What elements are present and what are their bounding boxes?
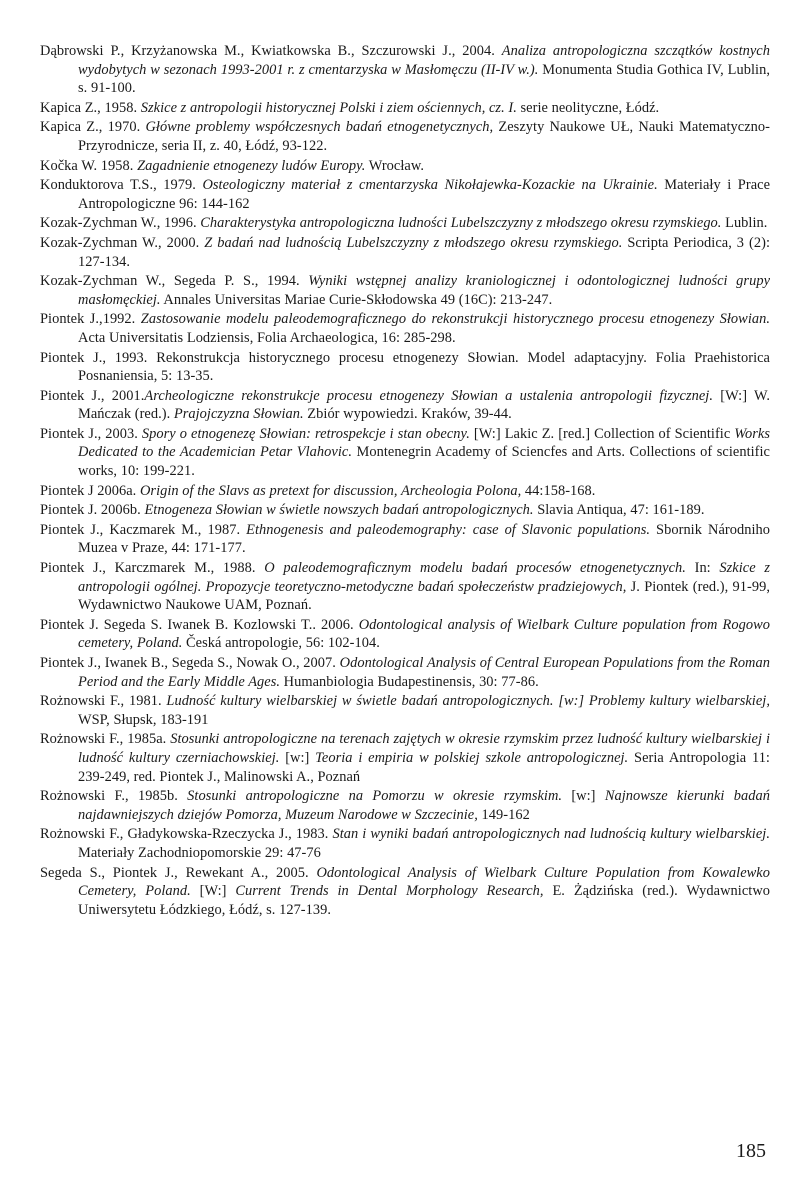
reference-entry [40, 387, 770, 424]
reference-text: [w:] [562, 788, 605, 805]
reference-entry [40, 176, 770, 213]
reference-title: Odontological Analysis of Central European Populations from the Roman Period and the Early Middle Ages. [78, 655, 770, 690]
reference-text: Slavia Antiqua, 47: 161-189. [533, 502, 705, 519]
reference-text: E. Żądzińska (red.). Wydawnictwo Uniwersytetu Łódzkiego, Łódź, s. 127-139. [78, 883, 771, 918]
reference-entry [40, 787, 770, 824]
reference-text: Monumenta Studia Gothica IV, Lublin, s. 91-100. [78, 61, 770, 97]
reference-entry [40, 272, 770, 309]
reference-entry [40, 501, 770, 520]
reference-text: Seria Antropologia 11: 239-249, red. Piontek J., Malinowski A., Poznań [78, 749, 770, 785]
reference-text: Česká antropologie, 56: 102-104. [182, 635, 380, 652]
reference-text: 44:158-168. [521, 482, 596, 499]
reference-title: Najnowsze kierunki badań najdawniejszych dziejów Pomorza, Muzeum Narodowe w Szczecinie, [78, 788, 770, 823]
reference-list [40, 42, 770, 920]
page-number: 185 [736, 1140, 766, 1162]
reference-text: Montenegrin Academy of Sciencfes and Arts. Collections of scientific works, 10: 199-221. [78, 444, 770, 480]
reference-title: Z badań nad ludnością Lubelszczyzny z młodszego okresu rzymskiego. [204, 234, 623, 251]
reference-title: Current Trends in Dental Morphology Research, [235, 883, 544, 900]
reference-title: Odontological analysis of Wielbark Culture population from Rogowo cemetery, Poland. [78, 616, 770, 652]
reference-entry [40, 654, 770, 691]
reference-text: Piontek J. Segeda S. Iwanek B. Kozlowski T.. 2006. [40, 616, 359, 633]
reference-entry [40, 234, 770, 271]
reference-text: Piontek J. 2006b. [40, 502, 145, 519]
reference-entry [40, 214, 770, 233]
reference-entry [40, 692, 770, 729]
reference-text: Zeszyty Naukowe UŁ, Nauki Matematyczno-Przyrodnicze, seria II, z. 40, Łódź, 93-122. [78, 119, 770, 154]
reference-title: Osteologiczny materiał z cmentarzyska Nikołajewka-Kozackie na Ukrainie. [202, 177, 658, 194]
reference-text: Kapica Z., 1958. [40, 99, 141, 116]
reference-title: Stan i wyniki badań antropologicznych nad ludnością kultury wielbarskiej. [332, 826, 770, 843]
reference-title: Zastosowanie modelu paleodemograficznego do rekonstrukcji historycznego procesu etnogenezy Słowian. [140, 311, 771, 328]
reference-title: Ethnogenesis and paleodemography: case of Slavonic populations. [246, 521, 651, 538]
reference-title: Prajojczyzna Słowian. [173, 406, 304, 423]
reference-entry [40, 157, 770, 176]
reference-text: Rożnowski F., Gładykowska-Rzeczycka J., 1983. [40, 826, 333, 843]
reference-title: Stosunki antropologiczne na Pomorzu w okresie rzymskim. [187, 788, 563, 805]
reference-text: Rożnowski F., 1985b. [40, 788, 188, 805]
reference-title: Wyniki wstępnej analizy kraniologicznej i odontologicznej ludności grupy masłomęckiej. [78, 273, 771, 308]
reference-text: Piontek J 2006a. [40, 482, 140, 499]
reference-text: Rożnowski F., 1981. [40, 693, 167, 710]
reference-title: Ludność kultury wielbarskiej w świetle badań antropologicznych. [w:] Problemy kultury wielbarskiej, [166, 693, 770, 710]
reference-text: Kozak-Zychman W., Segeda P. S., 1994. [40, 273, 309, 290]
reference-title: Works Dedicated to the Academician Petar Vlahovic. [78, 425, 770, 461]
reference-text: Piontek J., Iwanek B., Segeda S., Nowak O., 2007. [40, 655, 340, 671]
reference-title: Teoria i empiria w polskiej szkole antropologicznej. [315, 749, 629, 766]
reference-text: Segeda S., Piontek J., Rewekant A., 2005. [40, 864, 317, 881]
reference-text: Materiały Zachodniopomorskie 29: 47-76 [78, 844, 321, 861]
reference-title: Archeologiczne rekonstrukcje procesu etnogenezy Słowian a ustalenia antropologii fizycznej. [144, 387, 713, 404]
reference-text: 149-162 [477, 806, 530, 823]
reference-text: Kočka W. 1958. [40, 157, 138, 174]
reference-text: Piontek J.,1992. [40, 311, 141, 328]
reference-text: [W:] Lakic Z. [red.] Collection of Scientific [469, 425, 735, 442]
reference-entry [40, 616, 770, 653]
reference-text: Piontek J., Karczmarek M., 1988. [40, 560, 265, 577]
reference-title: O paleodemograficznym modelu badań procesów etnogenetycznych. [264, 560, 686, 577]
reference-entry [40, 118, 770, 155]
reference-text: Scripta Periodica, 3 (2): 127-134. [78, 234, 770, 270]
reference-entry [40, 425, 770, 481]
reference-text: serie neolityczne, Łódź. [516, 99, 660, 116]
reference-text: Piontek J., 1993. Rekonstrukcja historycznego procesu etnogenezy Słowian. Model adaptacyjny. Folia Praehistorica Posnaniensia, 5: 13-35. [40, 349, 770, 385]
reference-entry [40, 521, 770, 558]
reference-text: Kozak-Zychman W., 2000. [40, 234, 205, 251]
reference-text: WSP, Słupsk, 183-191 [78, 711, 209, 728]
reference-title: Szkice z antropologii historycznej Polski i ziem ościennych, cz. I. [140, 99, 517, 116]
reference-title: Spory o etnogenezę Słowian: retrospekcje i stan obecny. [141, 425, 470, 442]
reference-text: In: [685, 560, 720, 577]
reference-text: Rożnowski F., 1985a. [40, 731, 171, 748]
reference-entry [40, 310, 770, 347]
reference-text: Dąbrowski P., Krzyżanowska M., Kwiatkowska B., Szczurowski J., 2004. [40, 43, 502, 59]
reference-text: Piontek J., 2001. [40, 387, 145, 404]
reference-title: Odontological Analysis of Wielbark Culture Population from Kowalewko Cemetery, Poland. [78, 864, 770, 900]
reference-title: Zagadnienie etnogenezy ludów Europy. [137, 157, 366, 174]
reference-entry [40, 825, 770, 862]
reference-entry [40, 349, 770, 386]
reference-text: Materiały i Prace Antropologiczne 96: 144-162 [78, 177, 771, 212]
reference-title: Charakterystyka antropologiczna ludności Lubelszczyzny z młodszego okresu rzymskiego. [200, 215, 722, 232]
reference-entry [40, 42, 770, 98]
reference-text: Wrocław. [365, 157, 424, 174]
reference-text: J. Piontek (red.), 91-99, Wydawnictwo Naukowe UAM, Poznań. [78, 578, 770, 614]
reference-title: Etnogeneza Słowian w świetle nowszych badań antropologicznych. [144, 502, 534, 519]
reference-text: Konduktorova T.S., 1979. [40, 177, 203, 194]
reference-text: Annales Universitas Mariae Curie-Skłodowska 49 (16C): 213-247. [160, 291, 553, 308]
reference-text: [W:] W. Mańczak (red.). [78, 387, 770, 423]
reference-text: Kozak-Zychman W., 1996. [40, 215, 201, 232]
reference-entry [40, 864, 770, 920]
reference-text: Kapica Z., 1970. [40, 119, 146, 136]
reference-entry [40, 730, 770, 786]
reference-entry [40, 99, 770, 118]
reference-text: Sbornik Národniho Muzea v Praze, 44: 171-177. [78, 521, 771, 557]
reference-title: Szkice z antropologii ogólnej. Propozycje teoretyczno-metodyczne badań społeczeństw pradziejowych, [78, 560, 770, 595]
reference-text: Piontek J., Kaczmarek M., 1987. [40, 521, 247, 538]
reference-title: Analiza antropologiczna szczątków kostnych wydobytych w sezonach 1993-2001 r. z cmentarzyska w Masłomęczu (II-IV w.). [78, 43, 770, 78]
reference-entry [40, 482, 770, 501]
reference-text: Humanbiologia Budapestinensis, 30: 77-86. [280, 673, 539, 690]
reference-entry [40, 559, 770, 615]
reference-text: Acta Universitatis Lodziensis, Folia Archaeologica, 16: 285-298. [78, 329, 456, 346]
reference-title: Origin of the Slavs as pretext for discussion, Archeologia Polona, [139, 482, 522, 499]
reference-text: Piontek J., 2003. [40, 425, 142, 442]
reference-title: Główne problemy współczesnych badań etnogenetycznych, [145, 119, 494, 136]
reference-title: Stosunki antropologiczne na terenach zajętych w okresie rzymskim przez ludność kultury wielbarskiej i ludność kultury czerniachowskiej. [78, 731, 770, 766]
reference-text: [w:] [279, 749, 316, 766]
reference-text: [W:] [190, 883, 236, 900]
reference-text: Zbiór wypowiedzi. Kraków, 39-44. [303, 406, 512, 423]
reference-text: Lublin. [721, 215, 768, 232]
